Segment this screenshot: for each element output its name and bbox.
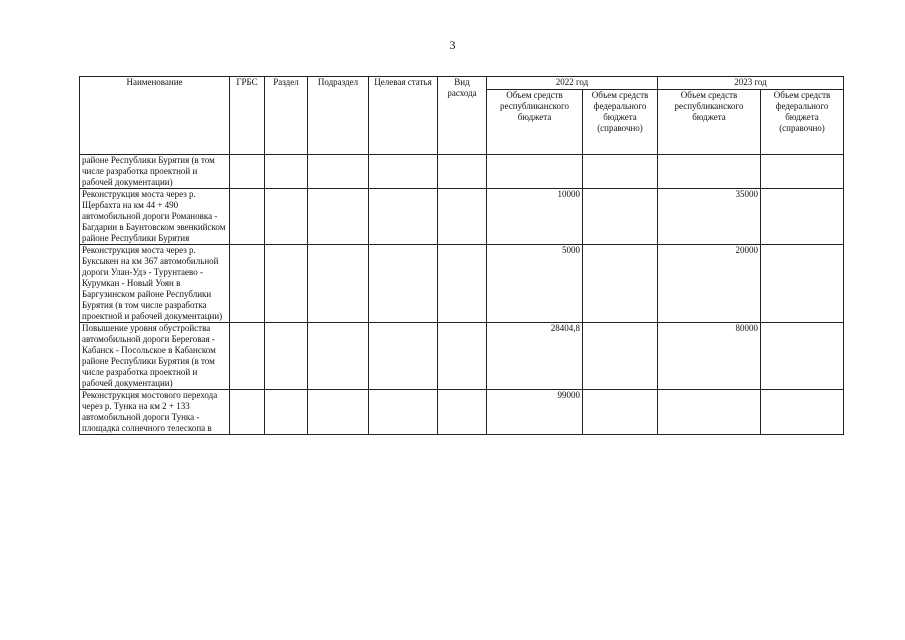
section-cell [265,323,308,390]
row-name-cell: Реконструкция мостового перехода через р. Тунка на км 2 + 133 автомобильной дороги Тунка - площадка солнечного телескопа в [80,390,230,435]
expense-type-cell [438,390,487,435]
target-item-cell [369,155,438,189]
section-cell [265,245,308,323]
header-fed-budget-2022: Объем средств федерального бюджета (справочно) [583,90,658,155]
rep-2023-cell: 20000 [658,245,761,323]
fed-2022-cell [583,155,658,189]
section-cell [265,189,308,245]
fed-2023-cell [761,245,844,323]
subsection-cell [308,245,369,323]
header-fed-budget-2023: Объем средств федерального бюджета (справочно) [761,90,844,155]
expense-type-cell [438,245,487,323]
rep-2023-cell: 80000 [658,323,761,390]
expense-type-cell [438,155,487,189]
fed-2022-cell [583,390,658,435]
row-name-cell: Реконструкция моста через р. Буксыкен на км 367 автомобильной дороги Улан-Удэ - Турунтаево - Курумкан - Новый Уоян в Баргузинском районе Республики Бурятия (в том числе разработка проектной и рабочей документации) [80,245,230,323]
subsection-cell [308,390,369,435]
rep-2022-cell: 5000 [487,245,583,323]
row-name-cell: Реконструкция моста через р. Щербахта на км 44 + 490 автомобильной дороги Романовка - Багдарин в Баунтовском эвенкийском районе Республики Бурятия [80,189,230,245]
rep-2022-cell: 99000 [487,390,583,435]
fed-2022-cell [583,189,658,245]
target-item-cell [369,323,438,390]
table-row [80,189,844,245]
grbs-cell [230,245,265,323]
budget-table [79,76,844,435]
grbs-cell [230,323,265,390]
header-year-2022: 2022 год [487,77,658,90]
header-rep-budget-2022: Объем средств республиканского бюджета [487,90,583,155]
header-name: Наименование [80,77,230,155]
header-rep-budget-2023: Объем средств республиканского бюджета [658,90,761,155]
fed-2023-cell [761,323,844,390]
rep-2023-cell: 35000 [658,189,761,245]
target-item-cell [369,390,438,435]
table-row [80,245,844,323]
rep-2023-cell [658,155,761,189]
grbs-cell [230,390,265,435]
row-name-cell: Повышение уровня обустройства автомобильной дороги Береговая - Кабанск - Посольское в Кабанском районе Республики Бурятия (в том числе разработка проектной и рабочей документации) [80,323,230,390]
fed-2023-cell [761,155,844,189]
subsection-cell [308,323,369,390]
section-cell [265,390,308,435]
section-cell [265,155,308,189]
grbs-cell [230,189,265,245]
rep-2022-cell: 10000 [487,189,583,245]
target-item-cell [369,189,438,245]
rep-2022-cell: 28404,8 [487,323,583,390]
fed-2022-cell [583,245,658,323]
header-expense-type: Вид расхода [438,77,487,155]
subsection-cell [308,155,369,189]
expense-type-cell [438,189,487,245]
header-target-item: Целевая статья [369,77,438,155]
subsection-cell [308,189,369,245]
table-row [80,323,844,390]
header-year-2023: 2023 год [658,77,844,90]
fed-2023-cell [761,390,844,435]
fed-2022-cell [583,323,658,390]
rep-2023-cell [658,390,761,435]
header-section: Раздел [265,77,308,155]
fed-2023-cell [761,189,844,245]
header-subsection: Подраздел [308,77,369,155]
target-item-cell [369,245,438,323]
grbs-cell [230,155,265,189]
page-number: 3 [449,38,456,52]
expense-type-cell [438,323,487,390]
header-grbs: ГРБС [230,77,265,155]
table-row [80,155,844,189]
row-name-cell: районе Республики Бурятия (в том числе разработка проектной и рабочей документации) [80,155,230,189]
table-row [80,390,844,435]
rep-2022-cell [487,155,583,189]
